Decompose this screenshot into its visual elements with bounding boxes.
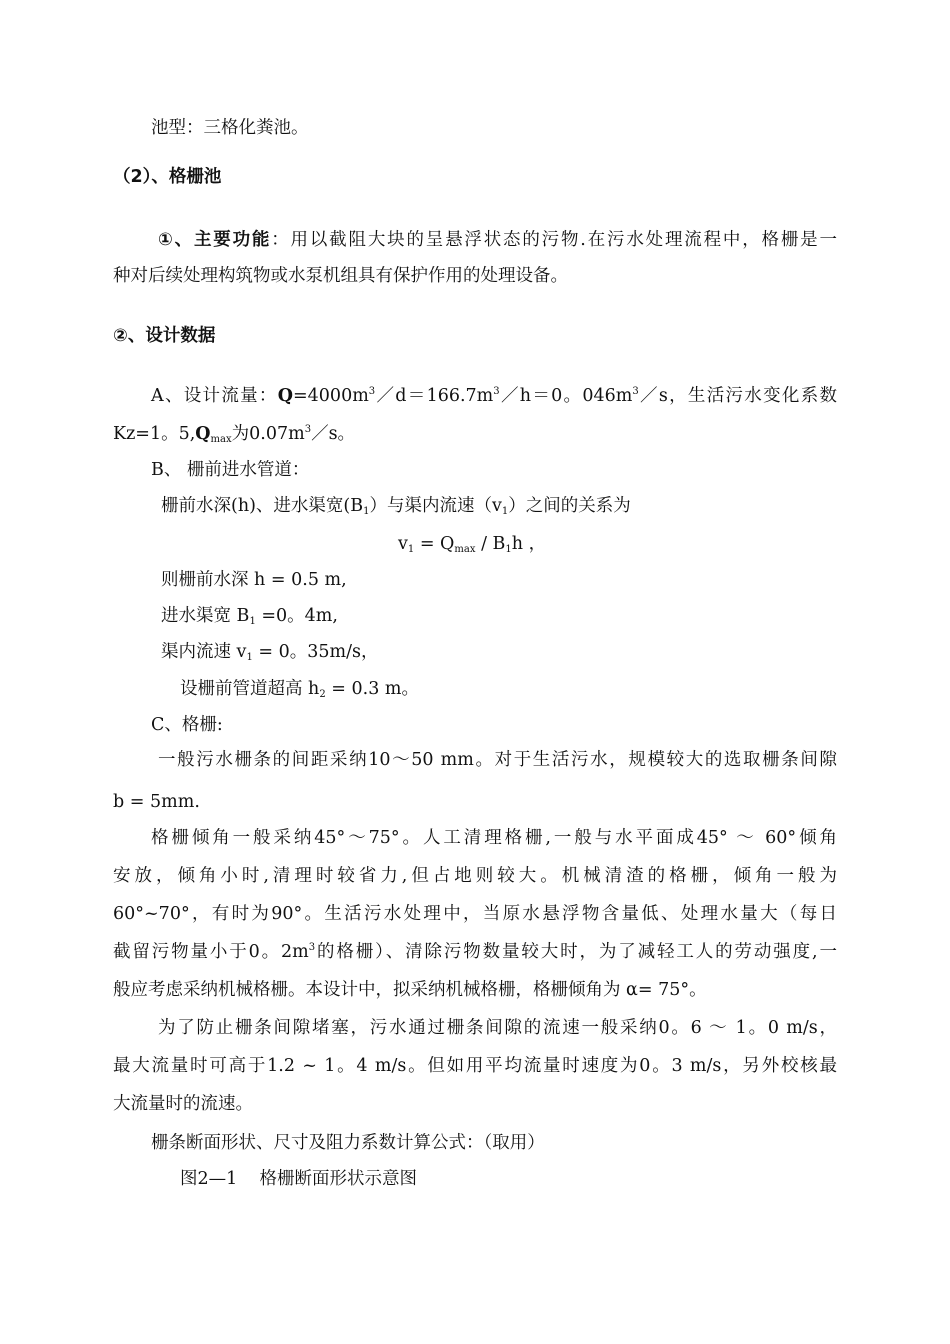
figure-caption: 图2—1 格栅断面形状示意图 — [180, 1169, 418, 1189]
velocity-formula — [398, 532, 546, 556]
angle-paragraph-line-5: 般应考虑采纳机械格栅。本设计中，拟采纳机械格栅，格栅倾角为 α= 75°。 — [113, 980, 707, 1000]
grille-heading: C、格栅: — [151, 715, 223, 735]
text: ）与渠内流速（v — [369, 496, 502, 516]
text: = 0.3 m。 — [325, 679, 419, 699]
text: = Q — [414, 534, 455, 554]
q-symbol: Q — [195, 424, 211, 444]
subscript: 1 — [501, 506, 509, 517]
angle-paragraph-line-1: 格栅倾角一般采纳45°～75°。人工清理格栅,一般与水平面成45° ～ 60°倾角 — [151, 828, 837, 848]
text: 进水渠宽 B — [161, 606, 250, 626]
kz-qmax-line — [113, 422, 355, 446]
design-data-heading: ②、设计数据 — [113, 326, 216, 346]
flow-value-3: ／h＝0。046m — [499, 386, 633, 406]
text: 的格栅）、清除污物数量较大时，为了减轻工人的劳动强度,一 — [315, 942, 837, 962]
subscript: max — [454, 544, 476, 555]
text: = 0。35m/s， — [252, 642, 379, 662]
bar-section-formula-line: 栅条断面形状、尺寸及阻力系数计算公式：（取用） — [151, 1133, 545, 1153]
subscript: 1 — [407, 544, 415, 555]
text: 截留污物量小于0。2m — [113, 942, 309, 962]
design-flow-label: A、设计流量： — [151, 386, 278, 406]
text: 栅前水深(h)、进水渠宽(B — [161, 496, 364, 516]
inlet-pipe-heading: B、 栅前进水管道： — [151, 460, 310, 480]
section-heading-grille-tank: （2）、格栅池 — [113, 167, 222, 187]
design-flow-line — [151, 384, 837, 408]
text: v — [398, 534, 408, 554]
main-function-label: ①、主要功能 — [158, 230, 272, 250]
qmax-unit: ／s。 — [311, 424, 356, 444]
velocity-paragraph-line-1: 为了防止栅条间隙堵塞，污水通过栅条间隙的流速一般采纳0。6 ～ 1。0 m/s， — [158, 1018, 837, 1038]
text: ）之间的关系为 — [508, 496, 631, 516]
q-symbol: Q — [277, 386, 293, 406]
velocity-paragraph-line-2: 最大流量时可高于1.2 ~ 1。4 m/s。但如用平均流量时速度为0。3 m/s，另外校核最 — [113, 1056, 837, 1076]
relationship-line — [161, 494, 631, 518]
tank-type-line: 池型：三格化粪池。 — [151, 118, 309, 138]
flow-value-1: =4000m — [293, 386, 369, 406]
water-depth-line: 则栅前水深 h = 0.5 m, — [161, 570, 347, 590]
channel-width-line — [161, 604, 338, 628]
angle-paragraph-line-3: 60°~70°，有时为90°。生活污水处理中，当原水悬浮物含量低、处理水量大（每日 — [113, 904, 837, 924]
variation-coefficient-label: ／s，生活污水变化系数 — [638, 386, 838, 406]
main-function-line-2: 种对后续处理构筑物或水泵机组具有保护作用的处理设备。 — [113, 266, 568, 286]
superscript: 3 — [632, 386, 639, 397]
angle-paragraph-line-4 — [113, 940, 837, 964]
channel-velocity-line — [161, 640, 379, 664]
subscript: 1 — [246, 652, 253, 663]
main-function-line — [158, 228, 837, 252]
bar-spacing-line: 一般污水栅条的间距采纳10～50 mm。对于生活污水，规模较大的选取栅条间隙 — [158, 750, 837, 770]
freeboard-line — [180, 677, 419, 701]
text: / B — [475, 534, 506, 554]
subscript: 1 — [363, 506, 370, 517]
subscript: 2 — [319, 689, 326, 700]
bar-spacing-value: b = 5mm. — [113, 792, 200, 812]
flow-value-2: ／d＝166.7m — [375, 386, 494, 406]
superscript: 3 — [308, 942, 316, 953]
text: h ， — [511, 534, 547, 554]
subscript: max — [210, 434, 232, 445]
subscript: 1 — [249, 616, 256, 627]
main-function-text: ：用以截阻大块的呈悬浮状态的污物.在污水处理流程中，格栅是一 — [271, 230, 837, 250]
superscript: 3 — [304, 424, 312, 435]
angle-paragraph-line-2: 安放，倾角小时,清理时较省力,但占地则较大。机械清渣的格栅，倾角一般为 — [113, 866, 837, 886]
superscript: 3 — [368, 386, 376, 397]
subscript: 1 — [505, 544, 512, 555]
text: 设栅前管道超高 h — [180, 679, 320, 699]
qmax-value: 为0.07m — [231, 424, 305, 444]
kz-value: Kz=1。5, — [113, 424, 196, 444]
text: 渠内流速 v — [161, 642, 247, 662]
text: =0。4m, — [255, 606, 338, 626]
velocity-paragraph-line-3: 大流量时的流速。 — [113, 1094, 253, 1114]
superscript: 3 — [493, 386, 500, 397]
